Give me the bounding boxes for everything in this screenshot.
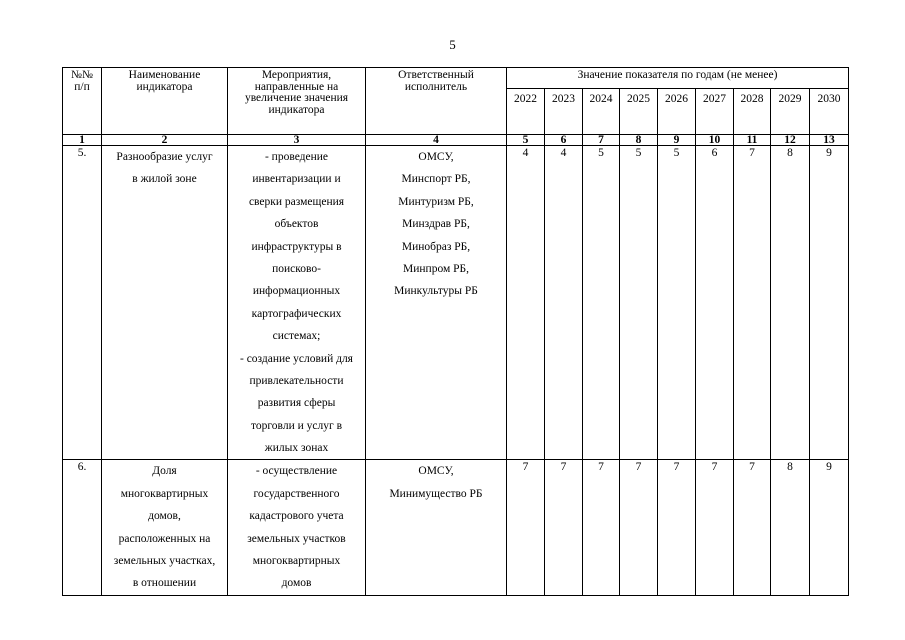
text-line: системах; <box>272 330 321 343</box>
row-number: 6. <box>63 460 102 595</box>
header-year: 2030 <box>810 89 849 135</box>
text-line: Доля <box>152 465 177 478</box>
header-indicator <box>102 68 228 135</box>
measures-cell <box>228 460 366 595</box>
text-line: Минимущество РБ <box>389 487 483 500</box>
responsible-cell <box>366 460 507 595</box>
year-value: 5 <box>658 146 696 460</box>
responsible-cell <box>366 146 507 460</box>
year-value: 7 <box>734 460 771 595</box>
header-text-line: Ответственный <box>398 69 474 81</box>
column-number: 7 <box>583 135 620 146</box>
header-text-line: увеличение значения <box>244 92 349 104</box>
header-text-line: индикатора <box>268 103 325 116</box>
text-line: домов, <box>148 510 181 523</box>
text-line: инвентаризации и <box>252 173 341 186</box>
indicator-cell <box>102 146 228 460</box>
year-value: 8 <box>771 146 810 460</box>
text-line: расположенных на <box>118 532 211 545</box>
year-value: 9 <box>810 146 849 460</box>
year-value: 7 <box>507 460 545 595</box>
column-number: 10 <box>696 135 734 146</box>
year-value: 6 <box>696 146 734 460</box>
column-number: 5 <box>507 135 545 146</box>
text-line: торговли и услуг в <box>251 419 342 432</box>
text-line: Минспорт РБ, <box>401 173 471 186</box>
column-number: 9 <box>658 135 696 146</box>
year-value: 7 <box>545 460 583 595</box>
text-line: Минобраз РБ, <box>401 240 471 253</box>
indicator-cell <box>102 460 228 595</box>
text-line: домов <box>281 577 312 590</box>
year-value: 5 <box>620 146 658 460</box>
header-year: 2022 <box>507 89 545 135</box>
header-text-line: №№ <box>71 69 93 81</box>
header-num <box>63 68 102 135</box>
text-line: земельных участках, <box>113 555 216 568</box>
header-text-line: п/п <box>74 80 90 93</box>
column-number: 4 <box>366 135 507 146</box>
indicator-table <box>62 67 849 596</box>
header-year: 2025 <box>620 89 658 135</box>
column-number: 11 <box>734 135 771 146</box>
text-line: развития сферы <box>257 397 336 410</box>
header-year: 2028 <box>734 89 771 135</box>
text-line: земельных участков <box>247 532 346 545</box>
text-line: многоквартирных <box>120 487 209 500</box>
header-text-line: Наименование <box>128 69 201 81</box>
header-text-line: исполнитель <box>404 80 468 93</box>
year-value: 7 <box>620 460 658 595</box>
header-text-line: Мероприятия, <box>261 69 332 81</box>
column-number: 3 <box>228 135 366 146</box>
year-value: 8 <box>771 460 810 595</box>
text-line: кадастрового учета <box>249 510 344 523</box>
header-values-title: Значение показателя по годам (не менее) <box>507 68 849 89</box>
header-text-line: направленные на <box>254 80 339 93</box>
measures-cell <box>228 146 366 460</box>
header-year: 2024 <box>583 89 620 135</box>
column-number: 8 <box>620 135 658 146</box>
column-number: 12 <box>771 135 810 146</box>
text-line: - проведение <box>264 151 329 163</box>
header-year: 2029 <box>771 89 810 135</box>
text-line: Минздрав РБ, <box>402 218 470 231</box>
text-line: сверки размещения <box>248 195 345 208</box>
column-number: 6 <box>545 135 583 146</box>
text-line: жилых зонах <box>264 442 329 455</box>
year-value: 7 <box>734 146 771 460</box>
year-value: 7 <box>696 460 734 595</box>
text-line: Минкультуры РБ <box>394 285 478 298</box>
text-line: ОМСУ, <box>418 151 454 163</box>
text-line: объектов <box>274 218 319 231</box>
year-value: 5 <box>583 146 620 460</box>
text-line: Минпром РБ, <box>403 262 469 275</box>
text-line: информационных <box>252 285 341 298</box>
text-line: многоквартирных <box>252 555 341 568</box>
text-line: картографических <box>251 307 342 320</box>
column-number: 2 <box>102 135 228 146</box>
header-measures <box>228 68 366 135</box>
year-value: 7 <box>658 460 696 595</box>
header-year: 2023 <box>545 89 583 135</box>
row-number: 5. <box>63 146 102 460</box>
text-line: - создание условий для <box>240 352 353 365</box>
text-line: поисково- <box>272 262 321 275</box>
year-value: 9 <box>810 460 849 595</box>
header-responsible <box>366 68 507 135</box>
header-text-line: индикатора <box>136 80 193 93</box>
text-line: в отношении <box>132 577 197 590</box>
text-line: в жилой зоне <box>132 173 197 186</box>
text-line: привлекательности <box>249 374 344 387</box>
column-number: 13 <box>810 135 849 146</box>
text-line: Минтуризм РБ, <box>398 195 474 208</box>
column-number: 1 <box>63 135 102 146</box>
text-line: ОМСУ, <box>418 465 454 478</box>
text-line: Разнообразие услуг <box>116 151 213 163</box>
text-line: государственного <box>253 487 340 500</box>
text-line: инфраструктуры в <box>251 240 342 253</box>
text-line: - осуществление <box>255 465 338 478</box>
page-number: 5 <box>449 37 456 52</box>
table-row <box>63 146 849 460</box>
header-year: 2027 <box>696 89 734 135</box>
year-value: 7 <box>583 460 620 595</box>
header-year: 2026 <box>658 89 696 135</box>
year-value: 4 <box>545 146 583 460</box>
table-row <box>63 460 849 595</box>
year-value: 4 <box>507 146 545 460</box>
